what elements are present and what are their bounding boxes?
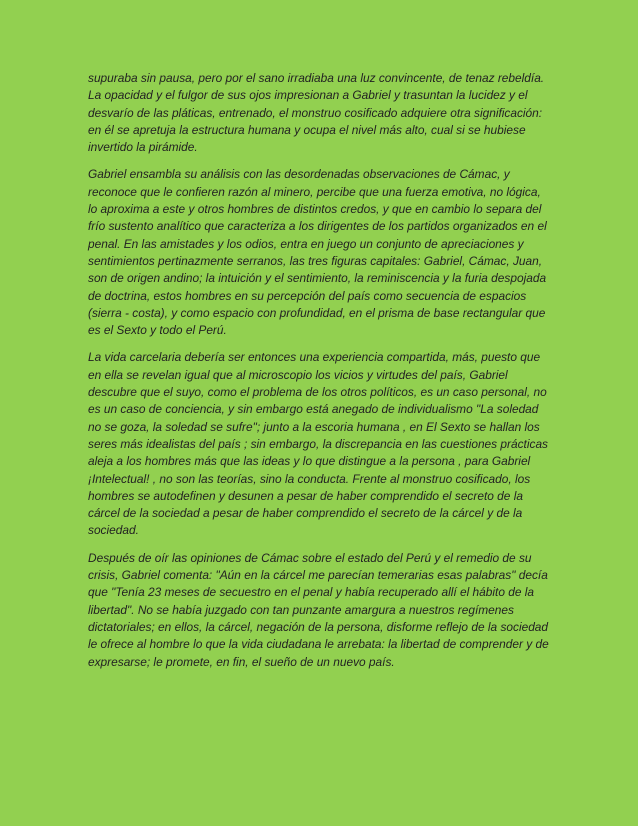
paragraph: supuraba sin pausa, pero por el sano irradiaba una luz convincente, de tenaz rebeldía. La opacidad y el fulgor de sus ojos impresionan a Gabriel y trasuntan la lucidez y el desvarío de las pláticas, entrenado, el monstruo cosificado adquiere otra significación: en él se apretuja la estructura humana y ocupa el nivel más alto, cual si se hubiese invertido la pirámide. bbox=[88, 71, 545, 155]
paragraph: Después de oír las opiniones de Cámac sobre el estado del Perú y el remedio de su crisis, Gabriel comenta: "Aún en la cárcel me parecían temerarias esas palabras" decía que "Tenía 23 meses de secuestro en el penal y había recuperado allí el hábito de la libertad". No se había juzgado con tan punzante amargura a nuestros regímenes dictatoriales; en ellos, la cárcel, negación de la persona, disforme reflejo de la sociedad le ofrece al hombre lo que la vida ciudadana le arrebata: la libertad de comprender y de expresarse; le promete, en fin, el sueño de un nuevo país. bbox=[88, 550, 549, 669]
document-body bbox=[88, 70, 552, 671]
paragraph: Gabriel ensambla su análisis con las desordenadas observaciones de Cámac, y reconoce que le confieren razón al minero, percibe que una fuerza emotiva, no lógica, lo aproxima a este y otros hombres de distintos credos, y que en cambio lo separa del frío sustento analítico que caracteriza a los dirigentes de los partidos organizados en el penal. En las amistades y los odios, entra en juego un conjunto de apreciaciones y sentimientos pertinazmente serranos, las tres figuras capitales: Gabriel, Cámac, Juan, son de origen andino; la intuición y el sentimiento, la reminiscencia y la furia despojada de doctrina, estos hombres en su percepción del país como secuencia de espacios (sierra - costa), y como espacio con profundidad, en el prisma de base rectangular que es el Sexto y todo el Perú. bbox=[88, 167, 547, 338]
paragraph: La vida carcelaria debería ser entonces una experiencia compartida, más, puesto que en ella se revelan igual que al microscopio los vicios y virtudes del país, Gabriel descubre que el suyo, como el problema de los otros políticos, es un caso personal, no es un caso de conciencia, y sin embargo está anegado de individualismo "La soledad no se goza, la soledad se sufre"; junto a la escoria humana , en El Sexto se hallan los seres más idealistas del país ; sin embargo, la discrepancia en las cuestiones prácticas aleja a los hombres más que las ideas y lo que distingue a la persona , para Gabriel ¡Intelectual! , no son las teorías, sino la conducta. Frente al monstruo cosificado, los hombres se autodefinen y desunen a pesar de haber comprendido el secreto de la cárcel de la sociedad a pesar de haber comprendido el secreto de la cárcel y de la sociedad. bbox=[88, 350, 549, 538]
